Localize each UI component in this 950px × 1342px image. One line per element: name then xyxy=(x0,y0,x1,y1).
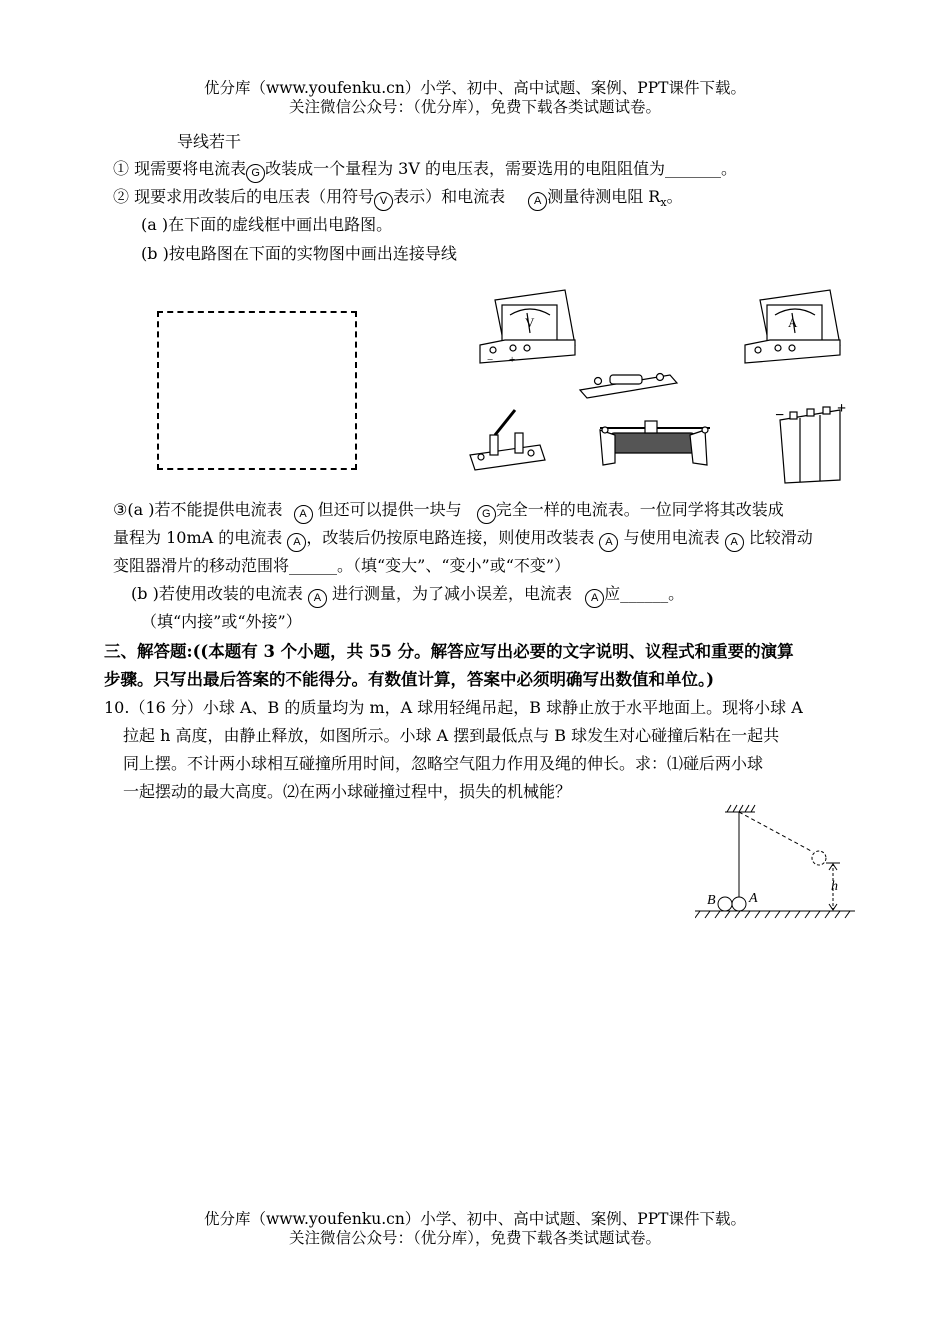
q9-part3a-text3: 完全一样的电流表。一位同学将其改装成 xyxy=(495,500,784,519)
q9-part1-text: ① 现需要将电流表 xyxy=(113,159,247,178)
q9-part2a: (a )在下面的虚线框中画出电路图。 xyxy=(141,215,393,234)
q9-part2b: (b )按电路图在下面的实物图中画出连接导线 xyxy=(141,244,457,263)
q10-line3: 同上摆。不计两小球相互碰撞所用时间，忽略空气阻力作用及绳的伸长。求：⑴碰后两小球 xyxy=(123,754,764,773)
voltmeter-minus: − xyxy=(487,354,494,366)
q9-part2-end: 。 xyxy=(666,187,683,206)
string-raised-dashed xyxy=(739,812,813,852)
footer-line-1: 优分库（www.youfenku.cn）小学、初中、高中试题、案例、PPT课件下载。 xyxy=(203,1210,747,1228)
circuit-drawing-box xyxy=(157,311,357,470)
ball-b xyxy=(718,897,732,911)
ball-a-raised xyxy=(812,851,826,865)
label-h: h xyxy=(831,879,838,894)
battery-apparatus xyxy=(775,400,846,483)
q9-part2-text-c: 测量待测电阻 R xyxy=(547,187,661,206)
voltmeter-label: V xyxy=(525,315,535,330)
wires-item: 导线若干 xyxy=(177,132,242,151)
q9-part2-text: ② 现要求用改装后的电压表（用符号 xyxy=(113,187,375,206)
galvanometer-symbol: G xyxy=(246,164,265,183)
ball-a xyxy=(732,897,746,911)
q9-part3a-text4: 量程为 10mA 的电流表 xyxy=(113,528,283,547)
q10-line4: 一起摆动的最大高度。⑵在两小球碰撞过程中，损失的机械能？ xyxy=(123,782,572,801)
q9-part3a-text5: ，改装后仍按原电路连接，则使用改装表 xyxy=(306,528,595,547)
voltmeter-plus: + xyxy=(509,354,516,366)
q9-part3b-line2: （填“内接”或“外接”） xyxy=(141,612,302,631)
q9-part1-text-b: 改装成一个量程为 3V 的电压表，需要选用的电阻阻值为_______。 xyxy=(265,159,738,178)
modified-ammeter-symbol: A xyxy=(599,533,618,552)
label-b: B xyxy=(707,893,716,908)
footer-line-2: 关注微信公众号：（优分库），免费下载各类试题试卷。 xyxy=(288,1229,661,1247)
q9-part3a-text7: 比较滑动 xyxy=(748,528,813,547)
modified-ammeter-symbol: A xyxy=(287,533,306,552)
q10-line2: 拉起 h 高度，由静止释放，如图所示。小球 A 摆到最低点与 B 球发生对心碰撞后粘在一起共 xyxy=(123,726,780,745)
rx-subscript: x xyxy=(660,196,667,210)
switch-apparatus xyxy=(470,410,545,470)
q9-part3a-line3: 变阻器滑片的移动范围将______。（填“变大”、“变小”或“不变”） xyxy=(113,556,571,575)
q9-part3a-line1 xyxy=(113,500,784,524)
modified-ammeter-symbol: A xyxy=(308,589,327,608)
q9-part3b-line1 xyxy=(131,584,684,608)
voltmeter-apparatus xyxy=(480,290,575,366)
pendulum-figure xyxy=(695,800,860,922)
rheostat-apparatus xyxy=(600,421,710,465)
q9-part2-text-b: 表示）和电流表 xyxy=(393,187,506,206)
ammeter-apparatus xyxy=(745,290,840,363)
galvanometer-symbol: G xyxy=(477,505,496,524)
header-line-2: 关注微信公众号：（优分库），免费下载各类试题试卷。 xyxy=(288,98,661,116)
ammeter-label: A xyxy=(788,315,798,330)
q9-part2 xyxy=(113,187,683,213)
header-line-1: 优分库（www.youfenku.cn）小学、初中、高中试题、案例、PPT课件下载。 xyxy=(203,79,747,97)
q9-part3a-text6: 与使用电流表 xyxy=(623,528,720,547)
apparatus-figure xyxy=(465,285,855,485)
ammeter-symbol: A xyxy=(294,505,313,524)
q10-line1: 10.（16 分）小球 A、B 的质量均为 m，A 球用轻绳吊起，B 球静止放于水平地面上。现将小球 A xyxy=(104,698,803,717)
section3-instructions: 步骤。只写出最后答案的不能得分。有数值计算，答案中必须明确写出数值和单位。) xyxy=(104,670,715,689)
q9-part1 xyxy=(113,159,737,183)
q9-part3a-line2 xyxy=(113,528,813,552)
battery-plus: + xyxy=(837,400,847,417)
q9-part3b-text3: 应______。 xyxy=(604,584,685,603)
voltmeter-symbol: V xyxy=(374,192,393,211)
ammeter-symbol: A xyxy=(725,533,744,552)
resistor-board xyxy=(580,374,677,399)
section3-title: 三、解答题:((本题有 3 个小题，共 55 分。解答应写出必要的文字说明、议程式和重要的演算 xyxy=(104,642,794,661)
ceiling-hatch xyxy=(727,805,755,812)
ammeter-symbol: A xyxy=(528,192,547,211)
q9-part3a-text2: 但还可以提供一块与 xyxy=(317,500,462,519)
ground-hatch xyxy=(695,911,850,918)
q9-part3b-text1: (b )若使用改装的电流表 xyxy=(131,584,303,603)
q9-part3a-text1: ③(a )若不能提供电流表 xyxy=(113,500,283,519)
ammeter-symbol: A xyxy=(585,589,604,608)
battery-minus: − xyxy=(775,407,785,424)
label-a: A xyxy=(749,891,758,906)
q9-part3b-text2: 进行测量，为了减小误差，电流表 xyxy=(332,584,573,603)
